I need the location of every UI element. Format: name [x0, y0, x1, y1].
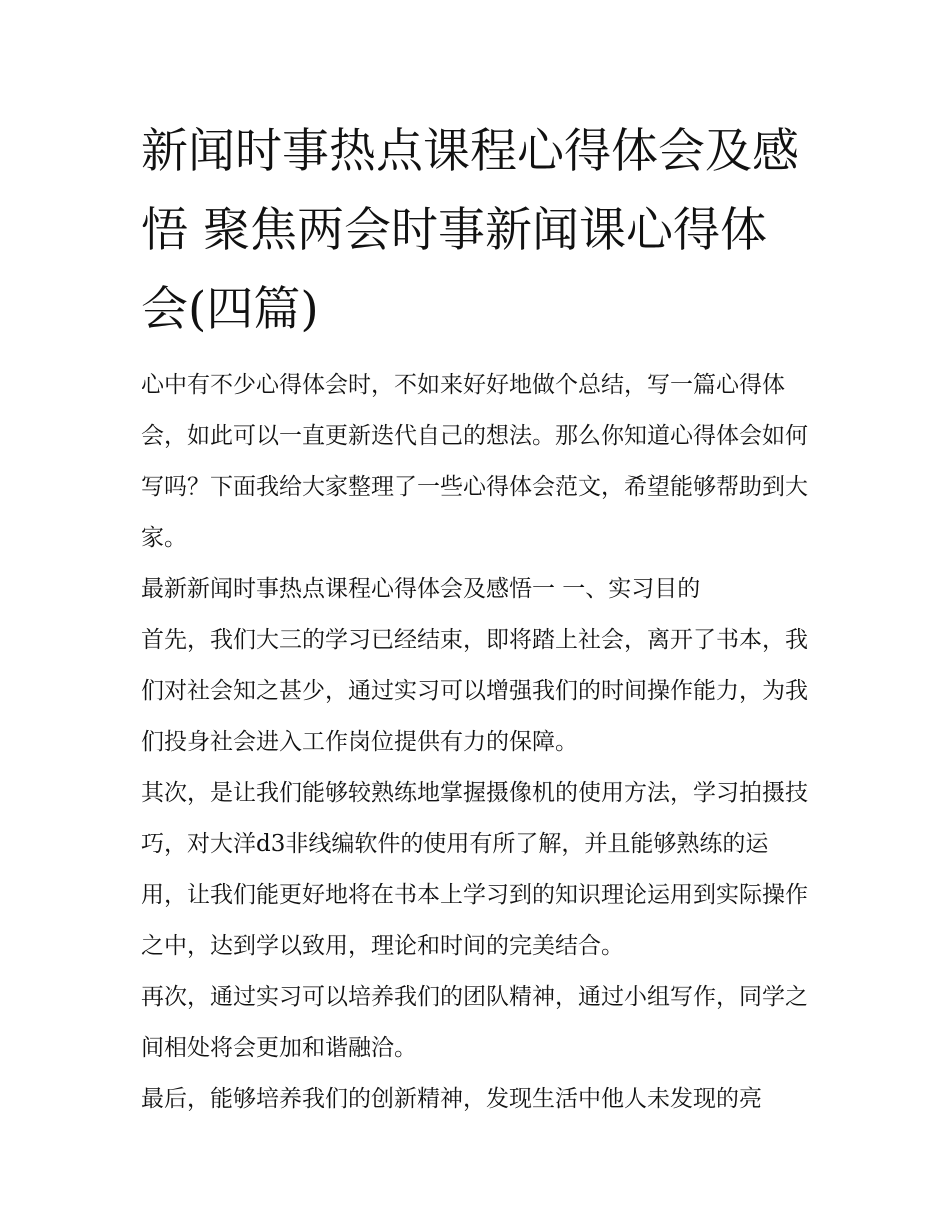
paragraph-first: 首先，我们大三的学习已经结束，即将踏上社会，离开了书本，我们对社会知之甚少，通过实习可以增强我们的时间操作能力，为我们投身社会进入工作岗位提供有力的保障。 — [141, 627, 808, 755]
document-page — [141, 112, 813, 1125]
document-title: 新闻时事热点课程心得体会及感悟 聚焦两会时事新闻课心得体会(四篇) — [141, 124, 799, 337]
paragraph-last: 最后，能够培养我们的创新精神，发现生活中他人未发现的亮 — [141, 1086, 762, 1112]
paragraph-third: 再次，通过实习可以培养我们的团队精神，通过小组写作，同学之间相处将会更加和谐融洽。 — [141, 984, 808, 1061]
paragraph-second: 其次，是让我们能够较熟练地掌握摄像机的使用方法，学习拍摄技巧，对大洋d3非线编软件的使用有所了解，并且能够熟练的运用，让我们能更好地将在书本上学习到的知识理论运用到实际操作之中，达到学以致用，理论和时间的完美结合。 — [141, 780, 808, 959]
document-body — [141, 360, 813, 1125]
paragraph-intro: 心中有不少心得体会时，不如来好好地做个总结，写一篇心得体会，如此可以一直更新迭代自己的想法。那么你知道心得体会如何写吗？下面我给大家整理了一些心得体会范文，希望能够帮助到大家。 — [141, 372, 808, 551]
paragraph-section-heading: 最新新闻时事热点课程心得体会及感悟一 一、实习目的 — [141, 576, 701, 602]
